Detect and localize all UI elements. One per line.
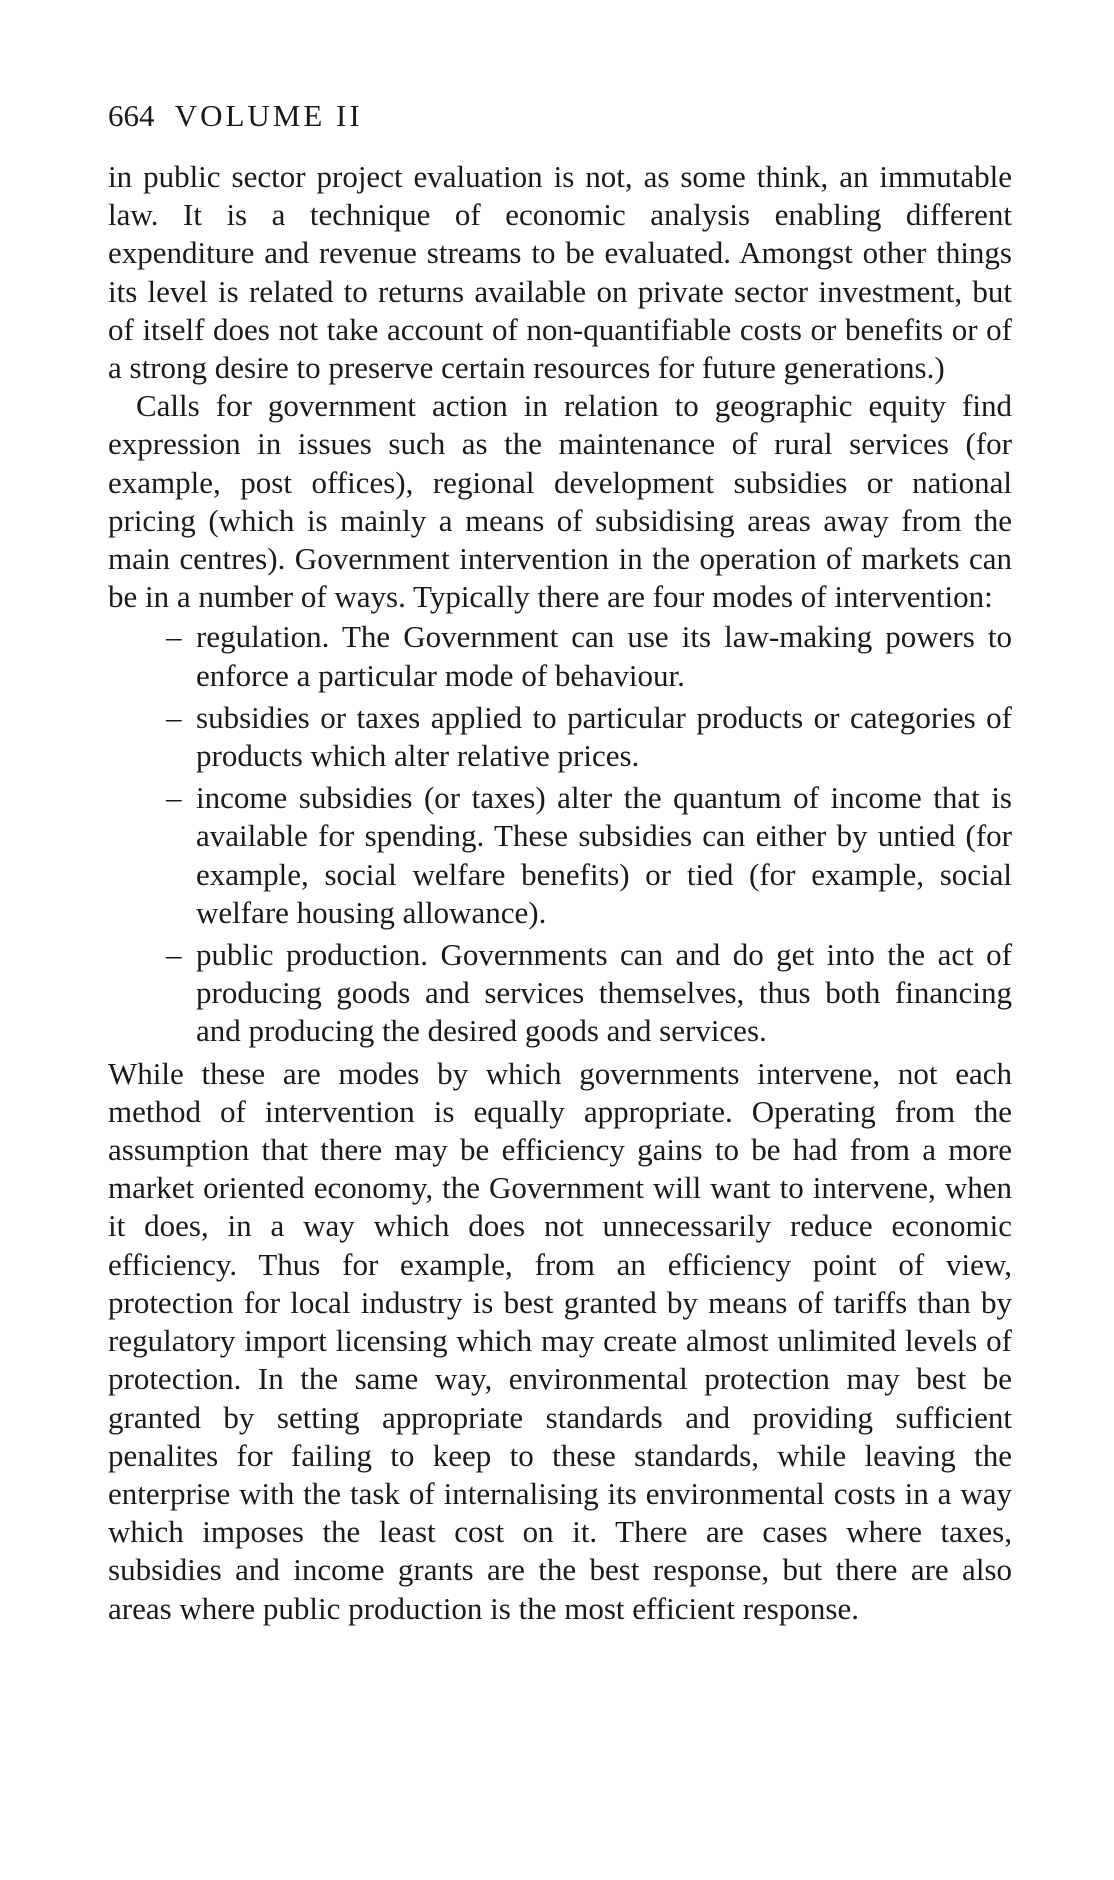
list-item-regulation: [108, 618, 1012, 694]
dash-marker: –: [166, 780, 182, 816]
running-head: [108, 96, 1012, 136]
page-number: 664: [108, 98, 155, 133]
dash-marker: –: [166, 699, 182, 735]
list-item-subsidies-taxes: [108, 699, 1012, 775]
paragraph-appropriateness: While these are modes by which governments intervene, not each method of intervention is equally appropriate. Operating from the assumption that there may be efficiency gains to be had from a more market oriented economy, the Government will want to intervene, when it does, in a way which does not unnecessarily reduce economic efficiency. Thus for example, from an efficiency point of view, protection for local industry is best granted by means of tariffs than by regulatory import licensing which may create almost unlimited levels of protection. In the same way, environmental protection may best be granted by setting appropriate standards and providing sufficient penalites for failing to keep to these standards, while leaving the enterprise with the task of internalising its environmental costs in a way which imposes the least cost on it. There are cases where taxes, subsidies and income grants are the best response, but there are also areas where public production is the most efficient response.: [108, 1055, 1012, 1626]
paragraph-continuation: in public sector project evaluation is not, as some think, an immutable law. It is a technique of economic analysis enabling different expenditure and revenue streams to be evaluated. Amongst other things its level is related to returns available on private sector investment, but of itself does not take account of non-quantifiable costs or benefits or of a strong desire to preserve certain resources for future generations.): [108, 159, 1012, 386]
paragraph-geographic-equity: Calls for government action in relation to geographic equity find expression in issues such as the maintenance of rural services (for example, post offices), regional development subsidies or national pricing (which is mainly a means of subsidising areas away from the main centres). Government intervention in the operation of markets can be in a number of ways. Typically there are four modes of intervention:: [108, 388, 1012, 615]
modes-of-intervention-list: [108, 618, 1012, 1050]
volume-label: VOLUME II: [174, 98, 363, 133]
list-item-public-production: [108, 936, 1012, 1051]
document-page: [108, 96, 1012, 1628]
list-item-text: public production. Governments can and do get into the act of producing goods and services themselves, thus both financing and producing the desired goods and services.: [196, 937, 1012, 1049]
list-item-income-subsidies: [108, 779, 1012, 932]
list-item-text: subsidies or taxes applied to particular products or categories of products which alter relative prices.: [196, 699, 1012, 774]
list-item-text: income subsidies (or taxes) alter the quantum of income that is available for spending. These subsidies can either by untied (for example, social welfare benefits) or tied (for example, social welfare housing allowance).: [196, 780, 1012, 930]
list-item-text: regulation. The Government can use its law-making powers to enforce a particular mode of behaviour.: [196, 619, 1012, 693]
dash-marker: –: [166, 619, 182, 655]
dash-marker: –: [166, 937, 182, 973]
